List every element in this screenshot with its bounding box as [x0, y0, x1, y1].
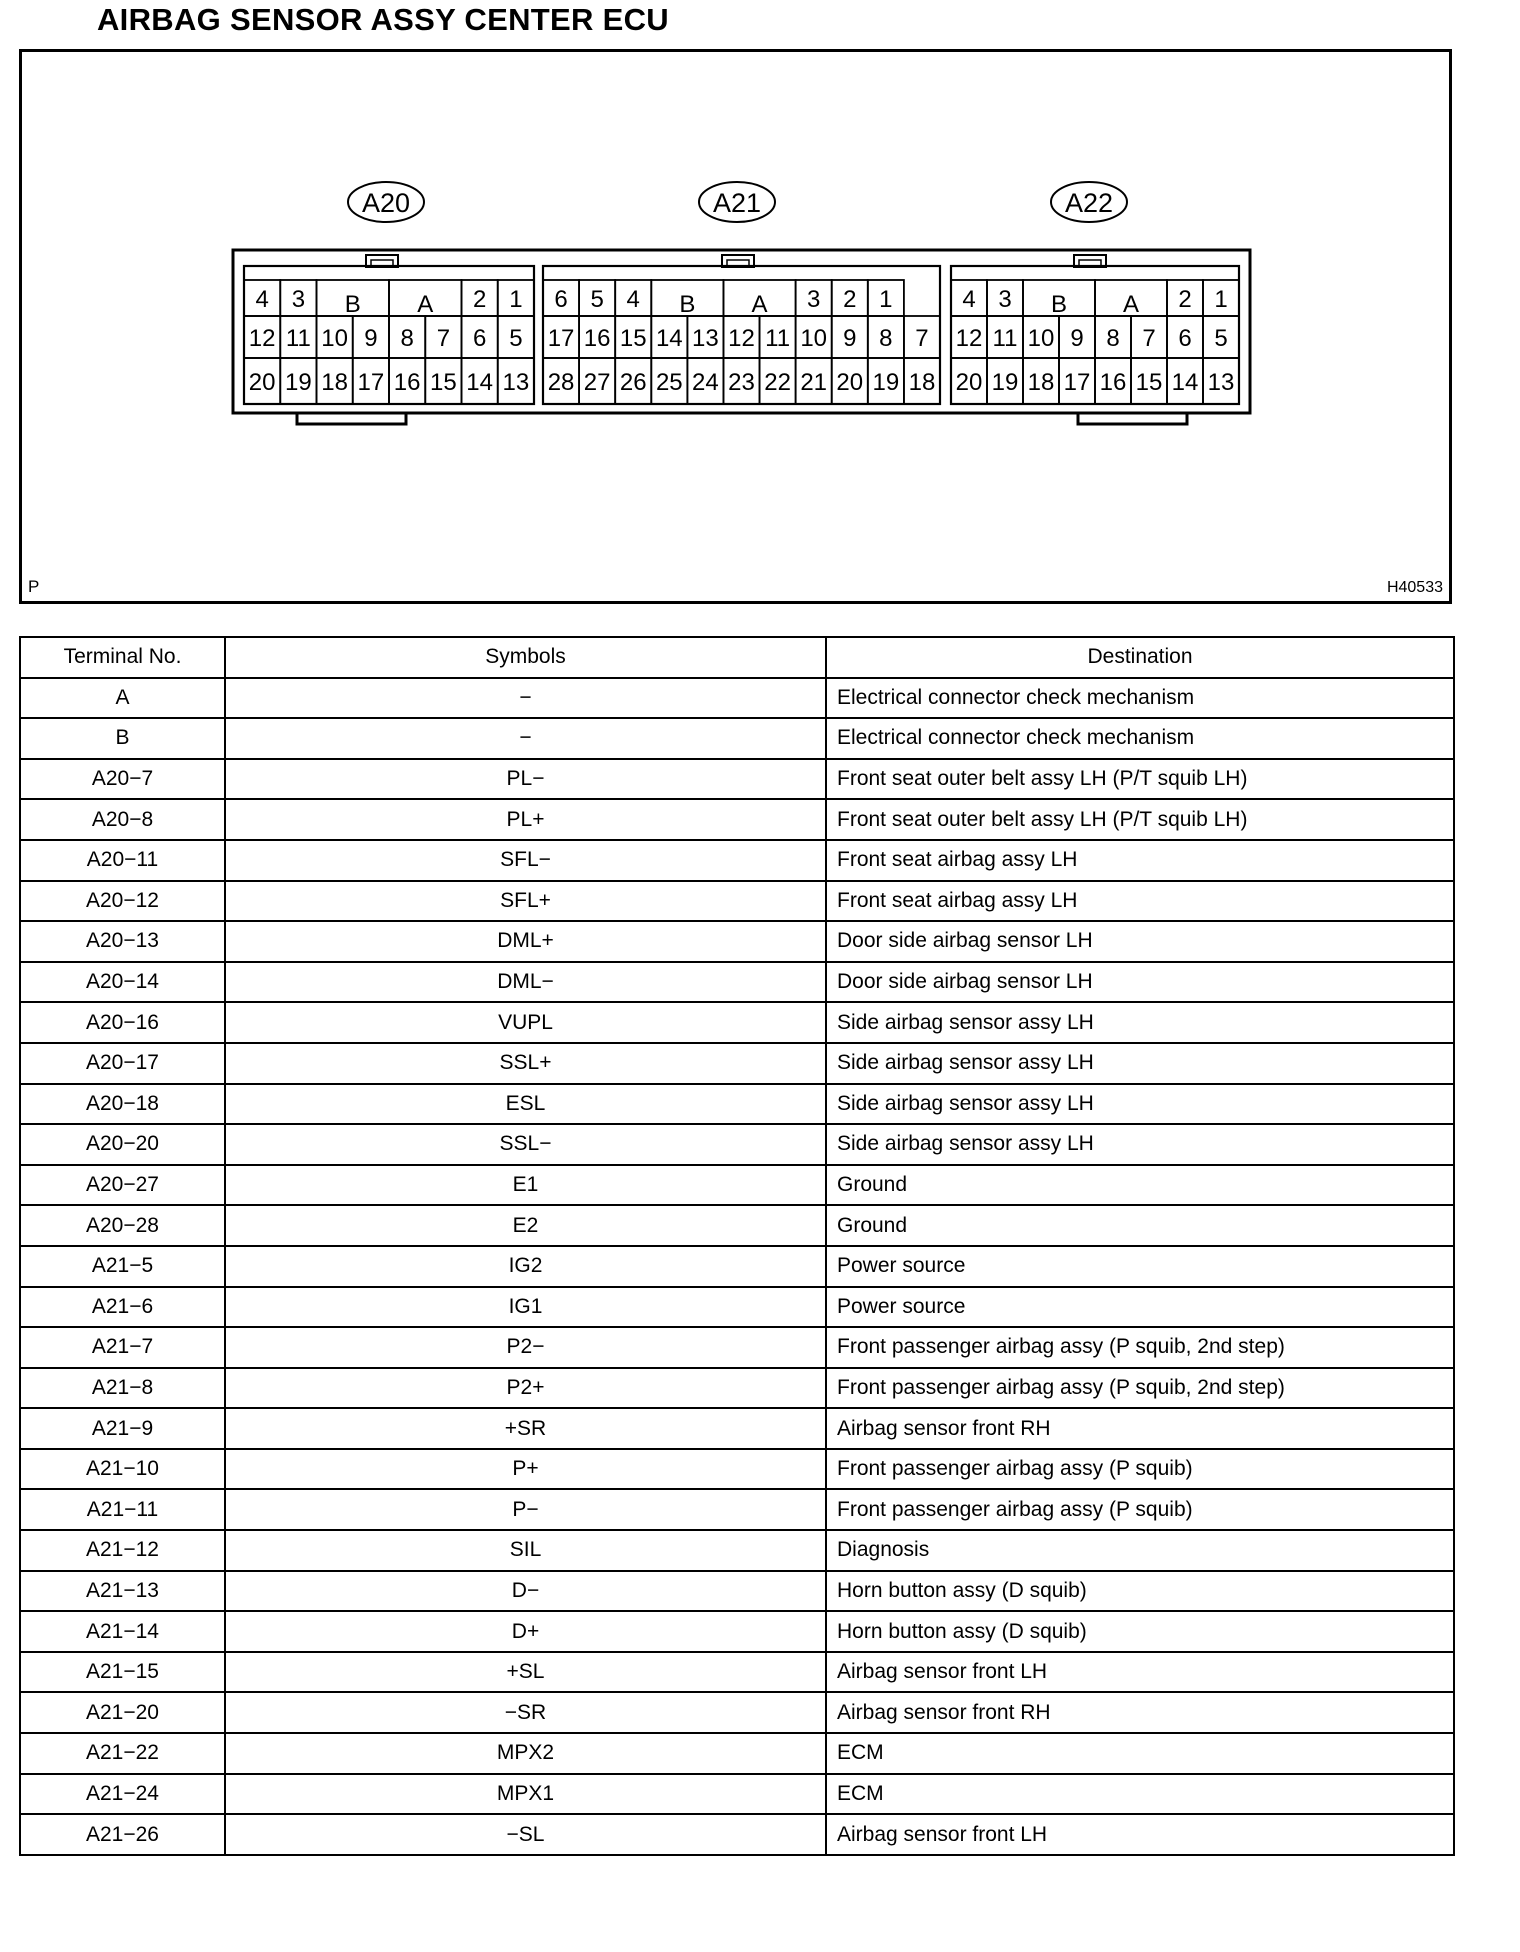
header-symbols: Symbols [225, 637, 826, 678]
terminal-cell: A21−8 [20, 1368, 225, 1409]
pin-number: 4 [962, 286, 976, 313]
table-row [20, 1408, 1454, 1449]
destination-cell: Front seat airbag assy LH [826, 881, 1454, 922]
connector-a22 [951, 182, 1239, 424]
pin-number: 9 [364, 325, 378, 352]
destination-cell: Power source [826, 1287, 1454, 1328]
table-row [20, 840, 1454, 881]
pin-number: 13 [692, 325, 719, 352]
pin-number: 26 [619, 369, 647, 396]
destination-cell: Side airbag sensor assy LH [826, 1084, 1454, 1125]
table-row [20, 962, 1454, 1003]
terminal-cell: A20−17 [20, 1043, 225, 1084]
pin-number: A [1122, 291, 1140, 318]
destination-cell: Front passenger airbag assy (P squib, 2nd step) [826, 1368, 1454, 1409]
pin-number: 10 [321, 325, 348, 352]
header-terminal-no: Terminal No. [20, 637, 225, 678]
terminal-cell: A21−5 [20, 1246, 225, 1287]
connector-bottom-clip [297, 414, 406, 424]
terminal-cell: A21−15 [20, 1652, 225, 1693]
pin-number: 18 [1027, 369, 1055, 396]
destination-cell: Side airbag sensor assy LH [826, 1043, 1454, 1084]
symbol-cell: E2 [225, 1205, 826, 1246]
pin-number: 3 [807, 286, 821, 313]
table-row [20, 1530, 1454, 1571]
pin-number: 7 [436, 325, 451, 352]
pin-number: 6 [554, 286, 568, 313]
pin-number: 2 [843, 286, 857, 313]
pin-number: 8 [1106, 325, 1120, 352]
connector-bottom-clip [1078, 414, 1187, 424]
table-row [20, 1287, 1454, 1328]
symbol-cell: −SL [225, 1814, 826, 1855]
pin-number: 22 [764, 369, 791, 396]
destination-cell: Airbag sensor front LH [826, 1814, 1454, 1855]
terminal-cell: A21−11 [20, 1489, 225, 1530]
pin-number: 6 [472, 325, 487, 352]
destination-cell: Diagnosis [826, 1530, 1454, 1571]
destination-cell: Electrical connector check mechanism [826, 678, 1454, 719]
destination-cell: Front seat airbag assy LH [826, 840, 1454, 881]
table-row [20, 1084, 1454, 1125]
terminal-cell: B [20, 718, 225, 759]
pin-number: 14 [466, 369, 493, 396]
terminal-cell: A21−26 [20, 1814, 225, 1855]
pin-number: 17 [357, 369, 385, 396]
pin-number: 15 [619, 325, 647, 352]
header-destination: Destination [826, 637, 1454, 678]
pin-number: 20 [248, 369, 276, 396]
destination-cell: Front passenger airbag assy (P squib, 2nd step) [826, 1327, 1454, 1368]
pin-number: 4 [255, 286, 269, 313]
terminal-cell: A20−20 [20, 1124, 225, 1165]
terminal-cell: A20−27 [20, 1165, 225, 1206]
pin-number: 13 [502, 369, 530, 396]
pin-number: 3 [291, 286, 306, 313]
table-row [20, 1571, 1454, 1612]
pin-number: 5 [509, 325, 523, 352]
table-row [20, 1002, 1454, 1043]
symbol-cell: E1 [225, 1165, 826, 1206]
destination-cell: Horn button assy (D squib) [826, 1571, 1454, 1612]
pin-number: 8 [879, 325, 893, 352]
table-row [20, 1043, 1454, 1084]
pin-number: B [344, 291, 361, 318]
destination-cell: Electrical connector check mechanism [826, 718, 1454, 759]
symbol-cell: P2+ [225, 1368, 826, 1409]
terminal-cell: A21−24 [20, 1774, 225, 1815]
pin-number: B [679, 291, 696, 318]
destination-cell: Front seat outer belt assy LH (P/T squib LH) [826, 759, 1454, 800]
terminal-cell: A20−11 [20, 840, 225, 881]
pin-number: 24 [692, 369, 719, 396]
page-title: AIRBAG SENSOR ASSY CENTER ECU [97, 2, 669, 37]
pin-number: 5 [590, 286, 604, 313]
table-row [20, 799, 1454, 840]
destination-cell: Airbag sensor front LH [826, 1652, 1454, 1693]
terminal-cell: A21−22 [20, 1733, 225, 1774]
symbol-cell: PL+ [225, 799, 826, 840]
pin-number: 19 [872, 369, 900, 396]
symbol-cell: MPX2 [225, 1733, 826, 1774]
symbol-cell: PL− [225, 759, 826, 800]
connector-label: A21 [712, 188, 762, 218]
symbol-cell: +SL [225, 1652, 826, 1693]
pin-number: 12 [955, 325, 983, 352]
terminal-cell: A20−18 [20, 1084, 225, 1125]
symbol-cell: P2− [225, 1327, 826, 1368]
symbol-cell: DML− [225, 962, 826, 1003]
terminal-cell: A21−6 [20, 1287, 225, 1328]
destination-cell: Front passenger airbag assy (P squib) [826, 1449, 1454, 1490]
table-row [20, 718, 1454, 759]
table-row [20, 678, 1454, 719]
symbol-cell: SFL− [225, 840, 826, 881]
destination-cell: Side airbag sensor assy LH [826, 1124, 1454, 1165]
terminal-cell: A21−13 [20, 1571, 225, 1612]
destination-cell: Front passenger airbag assy (P squib) [826, 1489, 1454, 1530]
terminal-cell: A20−16 [20, 1002, 225, 1043]
symbol-cell: DML+ [225, 921, 826, 962]
table-row [20, 1489, 1454, 1530]
connector-a21 [543, 182, 940, 404]
destination-cell: Door side airbag sensor LH [826, 962, 1454, 1003]
destination-cell: Front seat outer belt assy LH (P/T squib LH) [826, 799, 1454, 840]
table-row [20, 1124, 1454, 1165]
pin-number: 9 [843, 325, 857, 352]
pin-number: 3 [998, 286, 1012, 313]
symbol-cell: D− [225, 1571, 826, 1612]
terminal-cell: A21−9 [20, 1408, 225, 1449]
symbol-cell: P+ [225, 1449, 826, 1490]
table-header-row [20, 637, 1454, 678]
pin-number: 16 [1099, 369, 1127, 396]
pin-number: B [1050, 291, 1068, 318]
pin-number: 7 [1142, 325, 1156, 352]
connector-label: A22 [1064, 188, 1114, 218]
table-row [20, 1368, 1454, 1409]
pin-number: 2 [1178, 286, 1192, 313]
pin-number: 11 [992, 325, 1018, 352]
pin-number: 10 [1027, 325, 1055, 352]
table-row [20, 1205, 1454, 1246]
pin-number: 5 [1214, 325, 1228, 352]
destination-cell: Ground [826, 1165, 1454, 1206]
pin-number: 11 [765, 325, 791, 352]
pin-number: 25 [655, 369, 683, 396]
pin-number: 23 [728, 369, 755, 396]
pin-number: 20 [836, 369, 864, 396]
table-row [20, 1246, 1454, 1287]
terminal-cell: A20−13 [20, 921, 225, 962]
table-row [20, 1774, 1454, 1815]
destination-cell: Airbag sensor front RH [826, 1692, 1454, 1733]
destination-cell: ECM [826, 1774, 1454, 1815]
table-row [20, 1692, 1454, 1733]
symbol-cell: VUPL [225, 1002, 826, 1043]
pin-number: 8 [400, 325, 414, 352]
table-row [20, 881, 1454, 922]
table-row [20, 1652, 1454, 1693]
symbol-cell: SSL− [225, 1124, 826, 1165]
table-row [20, 1327, 1454, 1368]
pin-number: 16 [393, 369, 421, 396]
terminal-table-wrapper [19, 636, 1455, 1856]
terminal-table [19, 636, 1455, 1856]
pin-number: 4 [626, 286, 640, 313]
pin-number: 14 [1171, 369, 1199, 396]
destination-cell: Ground [826, 1205, 1454, 1246]
diagram-figure-id: H40533 [1386, 579, 1443, 596]
pin-number: A [751, 291, 768, 318]
pin-number: 1 [509, 286, 523, 313]
destination-cell: Power source [826, 1246, 1454, 1287]
connector-a20 [244, 182, 534, 424]
terminal-cell: A21−7 [20, 1327, 225, 1368]
pin-number: 19 [991, 369, 1019, 396]
symbol-cell: ESL [225, 1084, 826, 1125]
pin-number: 7 [915, 325, 929, 352]
pin-number: 14 [655, 325, 683, 352]
pin-number: 11 [285, 325, 311, 352]
symbol-cell: − [225, 678, 826, 719]
table-row [20, 1611, 1454, 1652]
table-row [20, 1814, 1454, 1855]
symbol-cell: −SR [225, 1692, 826, 1733]
connector-diagram [19, 49, 1452, 604]
terminal-cell: A21−10 [20, 1449, 225, 1490]
pin-number: 13 [1207, 369, 1235, 396]
pin-number: 16 [583, 325, 611, 352]
symbol-cell: − [225, 718, 826, 759]
terminal-cell: A21−12 [20, 1530, 225, 1571]
terminal-cell: A20−8 [20, 799, 225, 840]
table-row [20, 921, 1454, 962]
destination-cell: Airbag sensor front RH [826, 1408, 1454, 1449]
symbol-cell: SSL+ [225, 1043, 826, 1084]
pin-number: 17 [547, 325, 575, 352]
pin-number: 6 [1178, 325, 1192, 352]
terminal-cell: A20−14 [20, 962, 225, 1003]
pin-number: 1 [879, 286, 893, 313]
connector-diagram-drawing [22, 52, 1449, 601]
symbol-cell: IG1 [225, 1287, 826, 1328]
connector-label: A20 [361, 188, 411, 218]
symbol-cell: SIL [225, 1530, 826, 1571]
destination-cell: Side airbag sensor assy LH [826, 1002, 1454, 1043]
pin-number: 19 [285, 369, 312, 396]
destination-cell: ECM [826, 1733, 1454, 1774]
pin-number: 20 [955, 369, 983, 396]
symbol-cell: SFL+ [225, 881, 826, 922]
terminal-cell: A20−28 [20, 1205, 225, 1246]
pin-number: 27 [583, 369, 611, 396]
pin-number: 12 [728, 325, 755, 352]
table-row [20, 1733, 1454, 1774]
pin-number: 28 [547, 369, 575, 396]
diagram-corner-code: P [28, 577, 40, 596]
pin-number: 10 [800, 325, 828, 352]
pin-number: 21 [800, 369, 828, 396]
terminal-cell: A21−14 [20, 1611, 225, 1652]
symbol-cell: D+ [225, 1611, 826, 1652]
destination-cell: Door side airbag sensor LH [826, 921, 1454, 962]
terminal-cell: A20−7 [20, 759, 225, 800]
pin-number: 15 [1135, 369, 1163, 396]
pin-number: 2 [472, 286, 487, 313]
pin-number: 17 [1063, 369, 1091, 396]
pin-number: 1 [1214, 286, 1228, 313]
pin-number: 12 [248, 325, 276, 352]
symbol-cell: MPX1 [225, 1774, 826, 1815]
symbol-cell: P− [225, 1489, 826, 1530]
symbol-cell: IG2 [225, 1246, 826, 1287]
pin-number: 18 [321, 369, 348, 396]
table-row [20, 759, 1454, 800]
terminal-cell: A20−12 [20, 881, 225, 922]
terminal-cell: A [20, 678, 225, 719]
table-row [20, 1449, 1454, 1490]
destination-cell: Horn button assy (D squib) [826, 1611, 1454, 1652]
pin-number: A [417, 291, 434, 318]
table-row [20, 1165, 1454, 1206]
terminal-cell: A21−20 [20, 1692, 225, 1733]
pin-number: 18 [908, 369, 936, 396]
pin-number: 15 [430, 369, 457, 396]
symbol-cell: +SR [225, 1408, 826, 1449]
pin-number: 9 [1070, 325, 1084, 352]
